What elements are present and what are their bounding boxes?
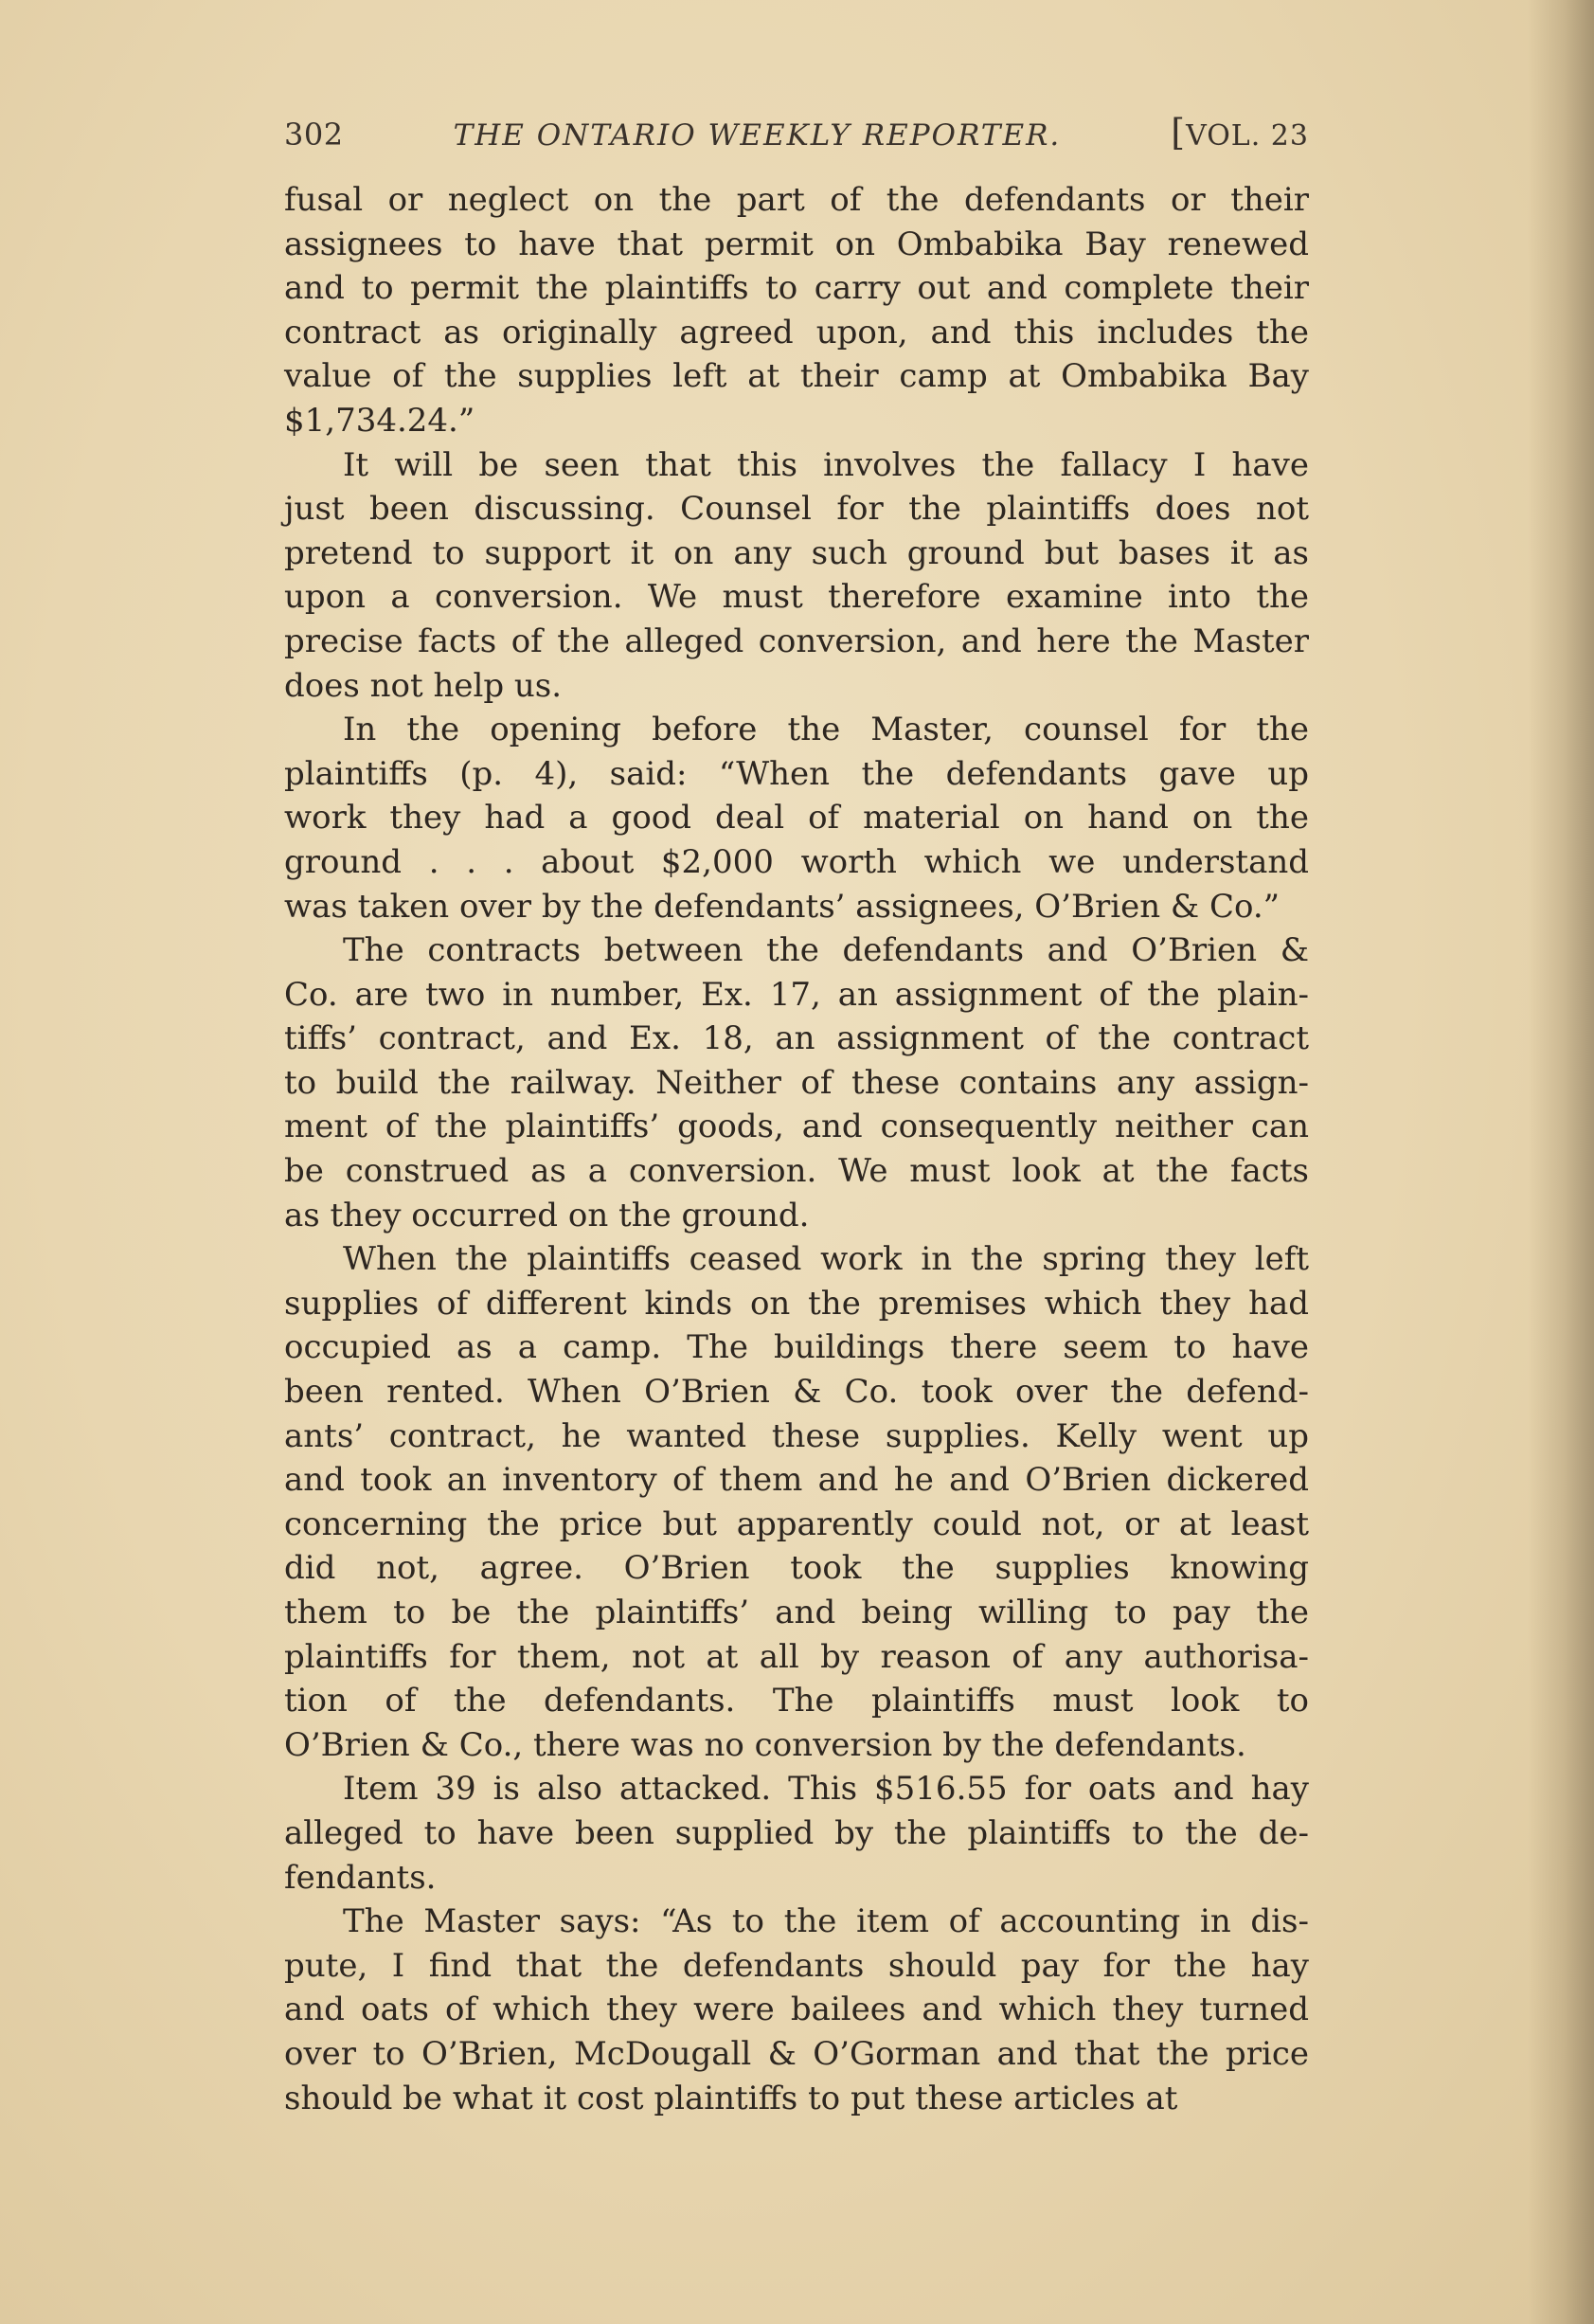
text-line: plaintiffs for them, not at all by reason of any authorisa- <box>284 1637 1309 1676</box>
text-line: pretend to support it on any such ground but bases it as <box>284 533 1309 572</box>
text-line: plaintiffs (p. 4), said: “When the defendants gave up <box>284 754 1309 793</box>
text-line: supplies of different kinds on the premises which they had <box>284 1284 1309 1323</box>
spine-shadow <box>1528 0 1594 2324</box>
text-line: Item 39 is also attacked. This $516.55 for oats and hay <box>343 1770 1309 1809</box>
text-line: tion of the defendants. The plaintiffs must look to <box>284 1682 1309 1720</box>
text-line: and took an inventory of them and he and O’Brien dickered <box>284 1461 1309 1500</box>
running-head <box>284 112 1309 178</box>
text-line: upon a conversion. We must therefore examine into the <box>284 578 1309 617</box>
text-line: $1,734.24.” <box>284 401 475 440</box>
text-line: over to O’Brien, McDougall & O’Gorman and that the price <box>284 2034 1309 2073</box>
text-line: ants’ contract, he wanted these supplies. Kelly went up <box>284 1416 1309 1455</box>
text-line: The contracts between the defendants and O’Brien & <box>343 931 1309 970</box>
text-line: was taken over by the defendants’ assignees, O’Brien & Co.” <box>284 887 1281 926</box>
text-line: precise facts of the alleged conversion, and here the Master <box>284 622 1309 660</box>
text-block <box>284 112 1309 2120</box>
page-number: 302 <box>284 117 344 153</box>
text-line: It will be seen that this involves the fallacy I have <box>343 445 1309 484</box>
volume-text: VOL. 23 <box>1186 119 1309 153</box>
text-line: O’Brien & Co., there was no conversion by the defendants. <box>284 1725 1246 1764</box>
paragraph <box>284 443 1309 709</box>
text-line: work they had a good deal of material on hand on the <box>284 799 1309 838</box>
paragraph <box>284 1900 1309 2120</box>
text-line: pute, I find that the defendants should pay for the hay <box>284 1946 1309 1985</box>
text-line: and oats of which they were bailees and which they turned <box>284 1991 1309 2029</box>
volume-label: [VOL. 23 <box>1171 112 1309 153</box>
paragraph <box>284 928 1309 1237</box>
text-line: been rented. When O’Brien & Co. took over the defend- <box>284 1373 1309 1412</box>
text-line: fendants. <box>284 1858 437 1897</box>
paragraph <box>284 1237 1309 1767</box>
text-line: just been discussing. Counsel for the plaintiffs does not <box>284 490 1309 529</box>
body-text <box>284 178 1309 2120</box>
text-line: to build the railway. Neither of these contains any assign- <box>284 1063 1309 1102</box>
text-line: and to permit the plaintiffs to carry out and complete their <box>284 269 1309 308</box>
text-line: alleged to have been supplied by the plaintiffs to the de- <box>284 1813 1309 1852</box>
text-line: assignees to have that permit on Ombabika Bay renewed <box>284 225 1309 263</box>
text-line: When the plaintiffs ceased work in the spring they left <box>343 1240 1309 1279</box>
text-line: does not help us. <box>284 666 563 705</box>
text-line: be construed as a conversion. We must look at the facts <box>284 1152 1309 1191</box>
text-line: value of the supplies left at their camp at Ombabika Bay <box>284 357 1309 396</box>
text-line: ground . . . about $2,000 worth which we understand <box>284 842 1309 881</box>
text-line: should be what it cost plaintiffs to put these articles at <box>284 2079 1178 2117</box>
text-line: contract as originally agreed upon, and this includes the <box>284 313 1309 351</box>
text-line: The Master says: “As to the item of accounting in dis- <box>343 1902 1309 1941</box>
text-line: Co. are two in number, Ex. 17, an assignment of the plain- <box>284 975 1309 1014</box>
text-line: tiffs’ contract, and Ex. 18, an assignment of the contract <box>284 1019 1309 1058</box>
text-line: ment of the plaintiffs’ goods, and consequently neither can <box>284 1108 1309 1146</box>
text-line: concerning the price but apparently could not, or at least <box>284 1504 1309 1543</box>
text-line: did not, agree. O’Brien took the supplies knowing <box>284 1549 1309 1588</box>
text-line: In the opening before the Master, counsel for the <box>343 711 1309 749</box>
running-title: THE ONTARIO WEEKLY REPORTER. <box>453 118 1062 153</box>
text-line: occupied as a camp. The buildings there seem to have <box>284 1328 1309 1367</box>
paragraph <box>284 1767 1309 1900</box>
text-line: as they occurred on the ground. <box>284 1196 810 1234</box>
paragraph <box>284 178 1309 443</box>
paragraph <box>284 708 1309 928</box>
text-line: them to be the plaintiffs’ and being willing to pay the <box>284 1594 1309 1631</box>
text-line: fusal or neglect on the part of the defendants or their <box>284 181 1309 219</box>
